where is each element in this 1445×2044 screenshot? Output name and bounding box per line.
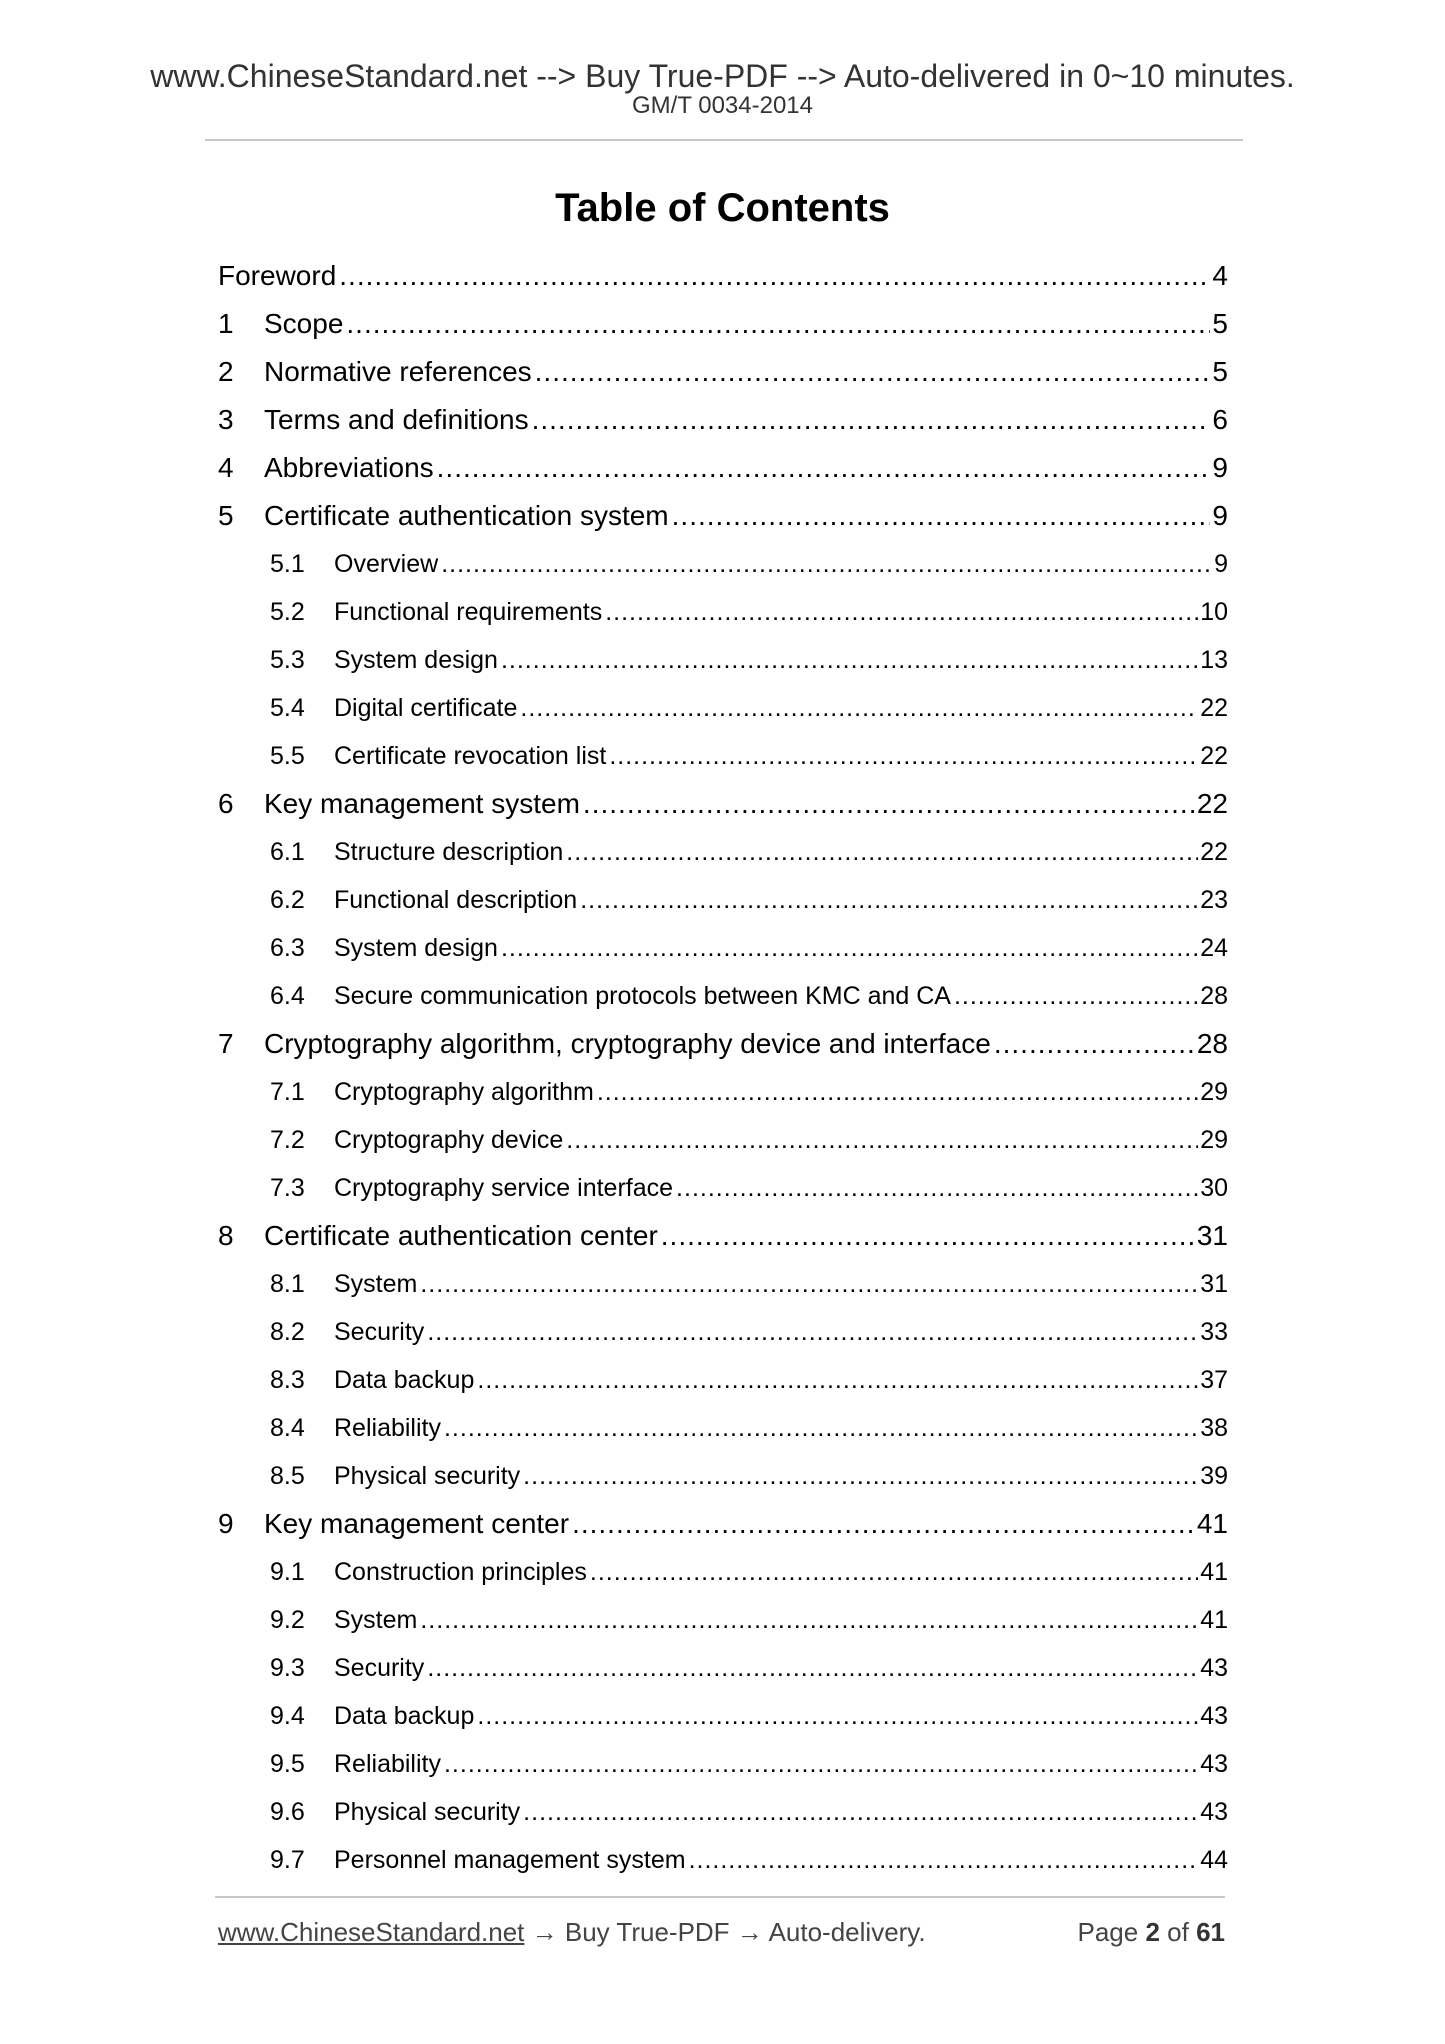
dot-leader xyxy=(444,1750,1198,1779)
toc-entry-page-number: 44 xyxy=(1200,1845,1228,1874)
toc-subentry[interactable] xyxy=(218,732,1228,780)
toc-entry-page-number: 37 xyxy=(1200,1365,1228,1394)
page-counter xyxy=(1077,1914,1225,1950)
toc-entry-page-number: 30 xyxy=(1200,1173,1228,1202)
footer-divider xyxy=(215,1896,1225,1898)
toc-entry-label: Certificate authentication center xyxy=(264,1220,658,1251)
dot-leader xyxy=(535,356,1211,388)
toc-entry-number: 1 xyxy=(218,308,234,339)
dot-leader xyxy=(520,694,1198,723)
toc-subentry[interactable] xyxy=(218,1452,1228,1500)
toc-entry-number: 9.5 xyxy=(270,1749,305,1778)
toc-subentry[interactable] xyxy=(218,924,1228,972)
dot-leader xyxy=(427,1654,1198,1683)
footer-site-link[interactable]: www.ChineseStandard.net xyxy=(218,1917,525,1947)
dot-leader xyxy=(566,1126,1198,1155)
site-banner: www.ChineseStandard.net --> Buy True-PDF --> Auto-delivered in 0~10 minutes. xyxy=(150,58,1295,94)
toc-entry-number: 8.4 xyxy=(270,1413,305,1442)
toc-entry-label: Security xyxy=(334,1653,425,1682)
dot-leader xyxy=(477,1702,1198,1731)
toc-subentry[interactable] xyxy=(218,540,1228,588)
dot-leader xyxy=(609,742,1198,771)
toc-entry-number: 6.1 xyxy=(270,837,305,866)
toc-subentry[interactable] xyxy=(218,1308,1228,1356)
dot-leader xyxy=(954,982,1198,1011)
header-divider xyxy=(205,139,1243,141)
toc-entry-label: Functional description xyxy=(334,885,578,914)
toc-entry-page-number: 31 xyxy=(1196,1220,1228,1251)
toc-entry-label: System xyxy=(334,1605,418,1634)
toc-subentry[interactable] xyxy=(218,1068,1228,1116)
toc-entry-number: 8.1 xyxy=(270,1269,305,1298)
toc-entry-page-number: 43 xyxy=(1200,1797,1228,1826)
toc-entry[interactable] xyxy=(218,348,1228,396)
toc-entry-label: Structure description xyxy=(334,837,564,866)
toc-entry-page-number: 28 xyxy=(1196,1028,1228,1059)
toc-entry[interactable] xyxy=(218,1020,1228,1068)
toc-entry-page-number: 33 xyxy=(1200,1317,1228,1346)
toc-entry-number: 9.3 xyxy=(270,1653,305,1682)
toc-entry-number: 9.4 xyxy=(270,1701,305,1730)
toc-entry-number: 3 xyxy=(218,404,234,435)
toc-entry-number: 7.1 xyxy=(270,1077,305,1106)
toc-entry[interactable] xyxy=(218,1500,1228,1548)
toc-entry-label: Cryptography service interface xyxy=(334,1173,674,1202)
toc-entry-label: Digital certificate xyxy=(334,693,518,722)
toc-entry-page-number: 29 xyxy=(1200,1125,1228,1154)
toc-entry-number: 5.1 xyxy=(270,549,305,578)
toc-entry-label: Certificate revocation list xyxy=(334,741,607,770)
toc-entry-page-number: 41 xyxy=(1196,1508,1228,1539)
page-footer xyxy=(218,1914,1225,1950)
toc-entry-page-number: 31 xyxy=(1200,1269,1228,1298)
toc-entry-label: Data backup xyxy=(334,1701,475,1730)
toc-entry-page-number: 43 xyxy=(1200,1701,1228,1730)
toc-entry-number: 8.3 xyxy=(270,1365,305,1394)
toc-entry-page-number: 43 xyxy=(1200,1749,1228,1778)
dot-leader xyxy=(994,1028,1195,1060)
dot-leader xyxy=(672,500,1211,532)
dot-leader xyxy=(441,550,1212,579)
dot-leader xyxy=(420,1270,1198,1299)
toc-entry-label: Key management center xyxy=(264,1508,570,1539)
toc-subentry[interactable] xyxy=(218,1836,1228,1884)
toc-entry-label: Personnel management system xyxy=(334,1845,686,1874)
toc-entry-label: Abbreviations xyxy=(264,452,434,483)
toc-subentry[interactable] xyxy=(218,1692,1228,1740)
toc-entry-page-number: 5 xyxy=(1212,308,1228,339)
toc-entry-number: 8.2 xyxy=(270,1317,305,1346)
dot-leader xyxy=(501,934,1198,963)
toc-entry-label: Normative references xyxy=(264,356,532,387)
toc-entry-page-number: 22 xyxy=(1200,693,1228,722)
dot-leader xyxy=(477,1366,1198,1395)
toc-entry-page-number: 29 xyxy=(1200,1077,1228,1106)
total-pages-number: 61 xyxy=(1196,1917,1225,1947)
toc-entry-label: Foreword xyxy=(218,260,337,291)
toc-entry-page-number: 10 xyxy=(1200,597,1228,626)
toc-entry-page-number: 9 xyxy=(1212,500,1228,531)
standard-code: GM/T 0034-2014 xyxy=(632,92,813,119)
toc-entry-page-number: 23 xyxy=(1200,885,1228,914)
toc-entry[interactable] xyxy=(218,396,1228,444)
toc-entry[interactable] xyxy=(218,252,1228,300)
toc-entry-page-number: 43 xyxy=(1200,1653,1228,1682)
toc-subentry[interactable] xyxy=(218,1260,1228,1308)
footer-promo-text: → Buy True-PDF → Auto-delivery. xyxy=(524,1917,926,1947)
toc-entry-label: Physical security xyxy=(334,1461,521,1490)
dot-leader xyxy=(523,1798,1198,1827)
toc-entry-page-number: 28 xyxy=(1200,981,1228,1010)
toc-entry-number: 7 xyxy=(218,1028,234,1059)
dot-leader xyxy=(676,1174,1198,1203)
toc-entry-page-number: 39 xyxy=(1200,1461,1228,1490)
toc-subentry[interactable] xyxy=(218,636,1228,684)
dot-leader xyxy=(532,404,1211,436)
toc-entry-label: Secure communication protocols between KMC and CA xyxy=(334,981,951,1010)
toc-entry-label: Cryptography algorithm xyxy=(334,1077,594,1106)
of-word: of xyxy=(1167,1917,1189,1947)
toc-entry-page-number: 5 xyxy=(1212,356,1228,387)
page-word: Page xyxy=(1077,1917,1139,1947)
toc-entry-page-number: 9 xyxy=(1214,549,1228,578)
toc-entry-number: 4 xyxy=(218,452,234,483)
toc-entry-number: 7.2 xyxy=(270,1125,305,1154)
toc-entry-number: 5.5 xyxy=(270,741,305,770)
dot-leader xyxy=(427,1318,1198,1347)
toc-subentry[interactable] xyxy=(218,1404,1228,1452)
toc-entry-number: 7.3 xyxy=(270,1173,305,1202)
toc-entry-page-number: 41 xyxy=(1200,1605,1228,1634)
toc-entry-number: 9.2 xyxy=(270,1605,305,1634)
toc-entry-label: Overview xyxy=(334,549,439,578)
toc-entry-number: 5.4 xyxy=(270,693,305,722)
toc-subentry[interactable] xyxy=(218,1644,1228,1692)
toc-entry-label: Cryptography algorithm, cryptography device and interface xyxy=(264,1028,991,1059)
toc-entry-label: Key management system xyxy=(264,788,580,819)
dot-leader xyxy=(689,1846,1199,1875)
toc-entry-number: 2 xyxy=(218,356,234,387)
toc-entry-label: Reliability xyxy=(334,1413,441,1442)
toc-entry-number: 9.6 xyxy=(270,1797,305,1826)
toc-entry-label: Terms and definitions xyxy=(264,404,529,435)
toc-entry-number: 8 xyxy=(218,1220,234,1251)
toc-entry-page-number: 22 xyxy=(1196,788,1228,819)
dot-leader xyxy=(605,598,1198,627)
toc-entry-page-number: 24 xyxy=(1200,933,1228,962)
toc-entry-label: Functional requirements xyxy=(334,597,603,626)
toc-subentry[interactable] xyxy=(218,828,1228,876)
toc-subentry[interactable] xyxy=(218,1548,1228,1596)
toc-entry-page-number: 6 xyxy=(1212,404,1228,435)
toc-entry[interactable] xyxy=(218,492,1228,540)
toc-subentry[interactable] xyxy=(218,1116,1228,1164)
toc-entry-label: Construction principles xyxy=(334,1557,587,1586)
dot-leader xyxy=(501,646,1198,675)
toc-subentry[interactable] xyxy=(218,1788,1228,1836)
toc-entry-label: Data backup xyxy=(334,1365,475,1394)
toc-subentry[interactable] xyxy=(218,1356,1228,1404)
toc-entry-label: System xyxy=(334,1269,418,1298)
toc-entry[interactable] xyxy=(218,780,1228,828)
toc-entry-label: Certificate authentication system xyxy=(264,500,669,531)
toc-entry-page-number: 22 xyxy=(1200,837,1228,866)
dot-leader xyxy=(597,1078,1198,1107)
toc-entry-page-number: 13 xyxy=(1200,645,1228,674)
page-title: Table of Contents xyxy=(555,186,890,230)
table-of-contents xyxy=(218,252,1228,1884)
dot-leader xyxy=(437,452,1211,484)
toc-subentry[interactable] xyxy=(218,684,1228,732)
toc-entry-number: 9.1 xyxy=(270,1557,305,1586)
toc-subentry[interactable] xyxy=(218,972,1228,1020)
dot-leader xyxy=(444,1414,1198,1443)
toc-entry-number: 5 xyxy=(218,500,234,531)
toc-subentry[interactable] xyxy=(218,1740,1228,1788)
toc-entry-number: 8.5 xyxy=(270,1461,305,1490)
dot-leader xyxy=(346,308,1210,340)
dot-leader xyxy=(661,1220,1195,1252)
toc-entry-number: 9 xyxy=(218,1508,234,1539)
toc-entry-label: System design xyxy=(334,645,498,674)
toc-entry-label: Cryptography device xyxy=(334,1125,564,1154)
toc-entry-label: Physical security xyxy=(334,1797,521,1826)
toc-entry-label: System design xyxy=(334,933,498,962)
dot-leader xyxy=(420,1606,1198,1635)
dot-leader xyxy=(566,838,1198,867)
toc-entry-number: 6.4 xyxy=(270,981,305,1010)
toc-entry-number: 5.3 xyxy=(270,645,305,674)
toc-entry-page-number: 41 xyxy=(1200,1557,1228,1586)
toc-entry-page-number: 38 xyxy=(1200,1413,1228,1442)
dot-leader xyxy=(583,788,1195,820)
toc-entry-label: Scope xyxy=(264,308,344,339)
toc-entry[interactable] xyxy=(218,300,1228,348)
toc-entry-number: 6.2 xyxy=(270,885,305,914)
dot-leader xyxy=(523,1462,1198,1491)
dot-leader xyxy=(339,260,1210,292)
toc-subentry[interactable] xyxy=(218,1164,1228,1212)
toc-subentry[interactable] xyxy=(218,1596,1228,1644)
toc-entry-page-number: 4 xyxy=(1212,260,1228,291)
toc-entry-number: 6 xyxy=(218,788,234,819)
toc-entry-page-number: 22 xyxy=(1200,741,1228,770)
toc-entry-page-number: 9 xyxy=(1212,452,1228,483)
toc-entry[interactable] xyxy=(218,444,1228,492)
toc-entry-label: Security xyxy=(334,1317,425,1346)
toc-subentry[interactable] xyxy=(218,876,1228,924)
toc-entry-label: Reliability xyxy=(334,1749,441,1778)
toc-entry[interactable] xyxy=(218,1212,1228,1260)
toc-entry-number: 6.3 xyxy=(270,933,305,962)
toc-entry-number: 9.7 xyxy=(270,1845,305,1874)
current-page-number: 2 xyxy=(1145,1917,1160,1947)
dot-leader xyxy=(580,886,1198,915)
toc-entry-number: 5.2 xyxy=(270,597,305,626)
dot-leader xyxy=(590,1558,1198,1587)
dot-leader xyxy=(572,1508,1195,1540)
toc-subentry[interactable] xyxy=(218,588,1228,636)
